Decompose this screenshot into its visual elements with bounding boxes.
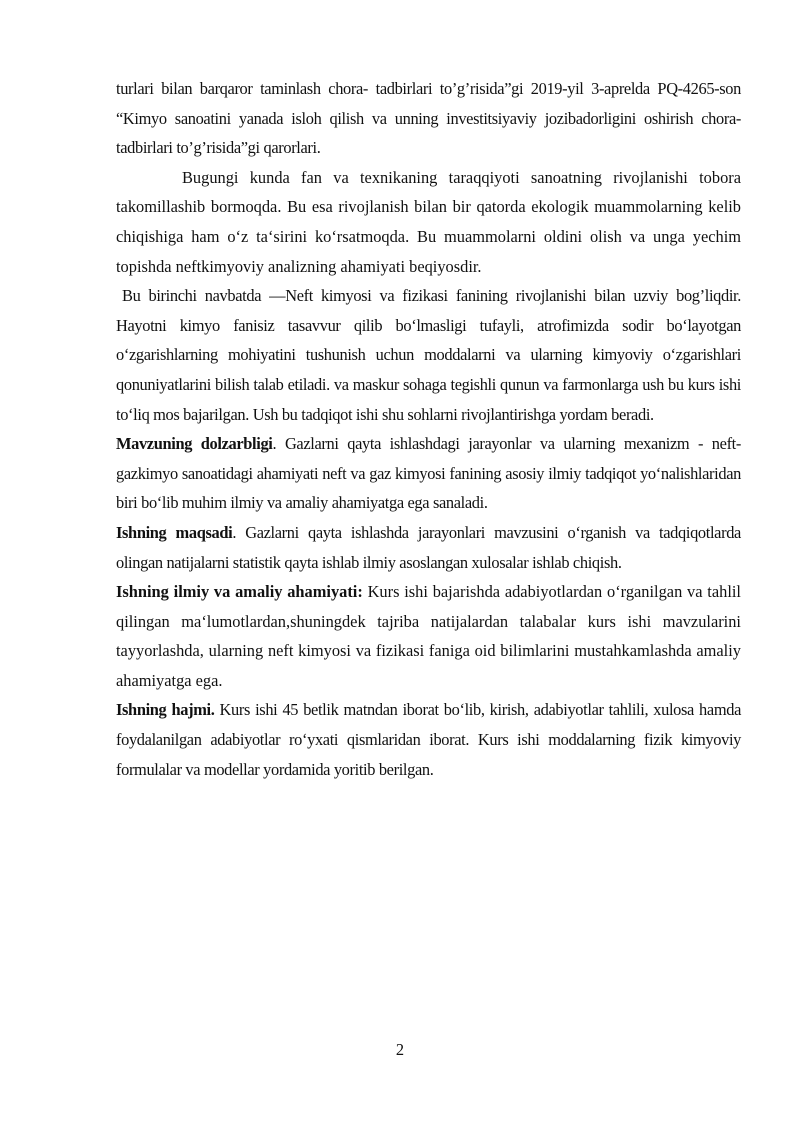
paragraph-neft-kimyosi: Bu birinchi navbatda —Neft kimyosi va fizikasi fanining rivojlanishi bilan uzviy bog’liqdir. Hayotni kimyo fanisiz tasavvur qilib bo‘lmasligi tufayli, atrofimizda sodir bo‘layotgan o‘zgarishlarning mohiyatini tushunish uchun moddalarni va ularning kimyoviy o‘zgarishlari qonuniyatlarini bilish talab etiladi. va maskur sohaga tegishli qunun va farmonlarga ush bu kurs ishi to‘liq mos bajarilgan. Ush bu tadqiqot ishi shu sohlarni rivojlantirishga yordam beradi.	[116, 286, 741, 424]
significance-body: Kurs ishi bajarishda adabiyotlardan o‘rganilgan va tahlil qilingan ma‘lumotlardan,shuningdek tajriba natijalardan talabalar kurs ishi mavzularini tayyorlashda, ularning neft kimyosi va fizikasi faniga oid bilimlarini mustahkamlashda amaliy ahamiyatga ega.	[116, 582, 741, 690]
page-number: 2	[395, 1040, 405, 1059]
paragraph-volume	[116, 695, 741, 784]
paragraph-goal	[116, 518, 741, 577]
significance-heading: Ishning ilmiy va amaliy ahamiyati:	[116, 582, 363, 602]
paragraph-significance	[116, 577, 741, 695]
volume-heading: Ishning hajmi.	[116, 700, 215, 720]
relevance-body: . Gazlarni qayta ishlashdagi jarayonlar va ularning mexanizm - neft-gazkimyo sanoatidagi ahamiyati neft va gaz kimyosi fanining asosiy ilmiy tadqiqot yo‘nalishlaridan biri bo‘lib muhim ilmiy va amaliy ahamiyatga ega sanaladi.	[116, 434, 741, 513]
goal-heading: Ishning maqsadi	[116, 522, 233, 542]
paragraph-relevance	[116, 429, 741, 518]
paragraph-introduction: Bugungi kunda fan va texnikaning taraqqiyoti sanoatning rivojlanishi tobora takomillashib bormoqda. Bu esa rivojlanish bilan bir qatorda ekologik muammolarning kelib chiqishiga ham o‘z ta‘sirini ko‘rsatmoqda. Bu muammolarni oldini olish va unga yechim topishda neftkimyoviy analizning ahamiyati beqiyosdir.	[116, 167, 741, 276]
relevance-heading: Mavzuning dolzarbligi	[116, 434, 273, 454]
volume-body: Kurs ishi 45 betlik matndan iborat bo‘lib, kirish, adabiyotlar tahlili, xulosa hamda foydalanilgan adabiyotlar ro‘yxati qismlaridan iborat. Kurs ishi moddalarning fizik kimyoviy formulalar va modellar yordamida yoritib berilgan.	[116, 700, 741, 779]
paragraph-decree-continuation: turlari bilan barqaror taminlash chora- tadbirlari to’g’risida”gi 2019-yil 3-aprelda PQ-4265-son “Kimyo sanoatini yanada isloh qilish va unning investitsiyaviy jozibadorligini oshirish chora- tadbirlari to’g’risida”gi qarorlari.	[116, 79, 741, 158]
goal-body: . Gazlarni qayta ishlashda jarayonlari mavzusini o‘rganish va tadqiqotlarda olingan natijalarni statistik qayta ishlab ilmiy asoslangan xulosalar ishlab chiqish.	[116, 522, 741, 572]
page-content	[116, 74, 741, 784]
